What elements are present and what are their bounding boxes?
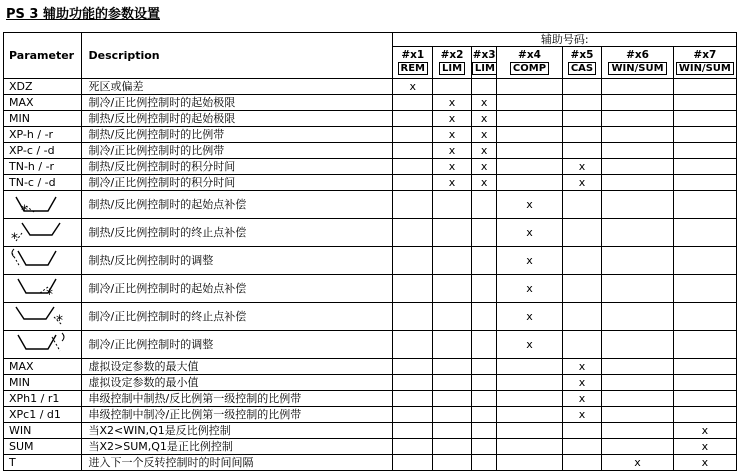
parameter-cell: XP-h / -r [4, 127, 82, 143]
icon-heat-start-compensation [4, 191, 82, 219]
aux-column-header [471, 47, 496, 79]
aux-mark-cell [393, 247, 433, 275]
aux-mark-cell [471, 391, 496, 407]
aux-mark-cell: x [471, 175, 496, 191]
aux-mark-cell [602, 219, 673, 247]
aux-mark-cell [602, 95, 673, 111]
table-row [4, 191, 737, 219]
description-cell: 制热/反比例控制时的调整 [82, 247, 393, 275]
aux-mark-cell [497, 95, 562, 111]
aux-code: #x7 [693, 49, 717, 61]
aux-mark-cell: x [497, 247, 562, 275]
parameter-cell: MAX [4, 359, 82, 375]
description-cell: 制冷/正比例控制时的积分时间 [82, 175, 393, 191]
svg-text:*: * [11, 231, 18, 243]
icon-heat-end-compensation [4, 219, 82, 247]
aux-mark-cell [433, 191, 472, 219]
description-cell: 制热/反比例控制时的起始点补偿 [82, 191, 393, 219]
parameter-cell: MIN [4, 375, 82, 391]
aux-mark-cell [562, 111, 602, 127]
table-row [4, 359, 737, 375]
table-row [4, 375, 737, 391]
aux-mark-cell [602, 247, 673, 275]
aux-name: REM [398, 62, 428, 75]
aux-mark-cell [471, 407, 496, 423]
parameter-cell: TN-c / -d [4, 175, 82, 191]
aux-mark-cell [433, 359, 472, 375]
aux-mark-cell [602, 275, 673, 303]
aux-code: #x2 [440, 49, 464, 61]
aux-mark-cell [497, 423, 562, 439]
aux-mark-cell [393, 303, 433, 331]
parameter-table [3, 32, 737, 471]
aux-name: COMP [510, 62, 549, 75]
aux-mark-cell [562, 219, 602, 247]
aux-mark-cell [673, 247, 736, 275]
description-cell: 制冷/正比例控制时的比例带 [82, 143, 393, 159]
aux-mark-cell [562, 127, 602, 143]
aux-mark-cell [602, 423, 673, 439]
header-parameter: Parameter [4, 33, 82, 79]
parameter-cell: XDZ [4, 79, 82, 95]
description-cell: 制热/反比例控制时的积分时间 [82, 159, 393, 175]
aux-name: CAS [568, 62, 596, 75]
aux-mark-cell [393, 359, 433, 375]
aux-mark-cell [602, 127, 673, 143]
description-cell: 制冷/正比例控制时的调整 [82, 331, 393, 359]
aux-mark-cell: x [471, 143, 496, 159]
aux-mark-cell [471, 423, 496, 439]
aux-mark-cell [393, 391, 433, 407]
aux-mark-cell [433, 331, 472, 359]
aux-mark-cell [497, 359, 562, 375]
table-row [4, 303, 737, 331]
table-row [4, 159, 737, 175]
aux-mark-cell [673, 275, 736, 303]
aux-mark-cell [471, 455, 496, 471]
aux-mark-cell [497, 175, 562, 191]
aux-mark-cell [673, 191, 736, 219]
aux-mark-cell [497, 111, 562, 127]
header-description: Description [82, 33, 393, 79]
aux-mark-cell [471, 275, 496, 303]
aux-mark-cell [497, 391, 562, 407]
icon-cool-start-compensation [4, 275, 82, 303]
aux-mark-cell [497, 127, 562, 143]
parameter-cell: MIN [4, 111, 82, 127]
aux-column-header [433, 47, 472, 79]
aux-mark-cell [673, 375, 736, 391]
aux-mark-cell: x [562, 391, 602, 407]
aux-mark-cell [393, 275, 433, 303]
aux-mark-cell [602, 331, 673, 359]
aux-mark-cell [433, 407, 472, 423]
aux-mark-cell [433, 375, 472, 391]
table-row [4, 111, 737, 127]
aux-name: WIN/SUM [676, 62, 734, 75]
table-row [4, 439, 737, 455]
table-row [4, 143, 737, 159]
aux-mark-cell [562, 439, 602, 455]
aux-name: LIM [472, 62, 497, 75]
aux-mark-cell: x [602, 455, 673, 471]
aux-code: #x5 [570, 49, 594, 61]
aux-column-header [602, 47, 673, 79]
aux-mark-cell [471, 375, 496, 391]
aux-mark-cell [433, 423, 472, 439]
aux-mark-cell [673, 159, 736, 175]
table-row [4, 423, 737, 439]
aux-mark-cell: x [433, 111, 472, 127]
aux-mark-cell [471, 359, 496, 375]
aux-code: #x3 [472, 49, 496, 61]
aux-mark-cell: x [673, 423, 736, 439]
aux-mark-cell [602, 111, 673, 127]
aux-mark-cell: x [562, 175, 602, 191]
aux-mark-cell [471, 247, 496, 275]
aux-mark-cell [433, 455, 472, 471]
aux-mark-cell [602, 191, 673, 219]
aux-mark-cell [393, 407, 433, 423]
description-cell: 制冷/正比例控制时的起始点补偿 [82, 275, 393, 303]
aux-mark-cell [602, 175, 673, 191]
aux-mark-cell [562, 95, 602, 111]
description-cell: 制热/反比例控制时的比例带 [82, 127, 393, 143]
table-row [4, 247, 737, 275]
aux-mark-cell: x [471, 95, 496, 111]
aux-mark-cell [393, 455, 433, 471]
aux-mark-cell [673, 303, 736, 331]
aux-mark-cell [471, 79, 496, 95]
aux-mark-cell [471, 331, 496, 359]
aux-mark-cell [562, 303, 602, 331]
aux-mark-cell [433, 439, 472, 455]
aux-mark-cell [673, 331, 736, 359]
parameter-cell: MAX [4, 95, 82, 111]
aux-mark-cell [562, 79, 602, 95]
aux-mark-cell [393, 111, 433, 127]
aux-mark-cell: x [433, 159, 472, 175]
aux-mark-cell [497, 407, 562, 423]
description-cell: 制冷/正比例控制时的终止点补偿 [82, 303, 393, 331]
aux-mark-cell [497, 455, 562, 471]
aux-mark-cell [602, 391, 673, 407]
aux-mark-cell [497, 79, 562, 95]
aux-mark-cell [602, 375, 673, 391]
icon-cool-adjust [4, 331, 82, 359]
aux-mark-cell [497, 159, 562, 175]
aux-mark-cell [471, 303, 496, 331]
svg-text:*: * [56, 313, 63, 327]
table-row [4, 175, 737, 191]
aux-mark-cell [471, 439, 496, 455]
aux-code: #x1 [401, 49, 425, 61]
aux-mark-cell [471, 219, 496, 247]
aux-mark-cell [673, 143, 736, 159]
aux-mark-cell [602, 143, 673, 159]
aux-mark-cell [673, 359, 736, 375]
aux-mark-cell [433, 79, 472, 95]
aux-mark-cell [433, 303, 472, 331]
description-cell: 制冷/正比例控制时的起始极限 [82, 95, 393, 111]
aux-mark-cell [393, 143, 433, 159]
table-row [4, 407, 737, 423]
table-row [4, 95, 737, 111]
icon-heat-adjust [4, 247, 82, 275]
table-row [4, 455, 737, 471]
aux-mark-cell [602, 79, 673, 95]
aux-mark-cell: x [497, 219, 562, 247]
parameter-cell: TN-h / -r [4, 159, 82, 175]
aux-mark-cell [562, 191, 602, 219]
header-aux-group: 辅助号码: [393, 33, 737, 47]
description-cell: 死区或偏差 [82, 79, 393, 95]
aux-mark-cell [673, 95, 736, 111]
aux-mark-cell [471, 191, 496, 219]
aux-mark-cell: x [433, 95, 472, 111]
aux-column-header [673, 47, 736, 79]
aux-mark-cell [393, 191, 433, 219]
aux-mark-cell [673, 111, 736, 127]
aux-column-header [497, 47, 562, 79]
svg-text:*: * [46, 287, 53, 299]
parameter-cell: WIN [4, 423, 82, 439]
parameter-cell: SUM [4, 439, 82, 455]
aux-mark-cell [393, 127, 433, 143]
aux-mark-cell: x [497, 191, 562, 219]
aux-mark-cell [562, 331, 602, 359]
aux-mark-cell [393, 331, 433, 359]
aux-mark-cell: x [433, 127, 472, 143]
description-cell: 当X2<WIN,Q1是反比例控制 [82, 423, 393, 439]
description-cell: 虚拟设定参数的最大值 [82, 359, 393, 375]
aux-mark-cell: x [562, 375, 602, 391]
aux-mark-cell [602, 407, 673, 423]
table-row [4, 127, 737, 143]
aux-mark-cell [602, 359, 673, 375]
aux-mark-cell [602, 159, 673, 175]
aux-mark-cell: x [393, 79, 433, 95]
aux-mark-cell [562, 143, 602, 159]
aux-mark-cell: x [497, 303, 562, 331]
parameter-cell: XPh1 / r1 [4, 391, 82, 407]
icon-cool-end-compensation [4, 303, 82, 331]
table-row [4, 275, 737, 303]
aux-mark-cell [673, 219, 736, 247]
aux-code: #x4 [518, 49, 541, 61]
aux-mark-cell [393, 95, 433, 111]
aux-mark-cell: x [471, 159, 496, 175]
aux-mark-cell: x [433, 143, 472, 159]
aux-mark-cell [673, 79, 736, 95]
aux-mark-cell [497, 439, 562, 455]
aux-mark-cell: x [471, 127, 496, 143]
aux-mark-cell [497, 143, 562, 159]
aux-mark-cell [602, 303, 673, 331]
svg-text:*: * [21, 203, 28, 215]
description-cell: 虚拟设定参数的最小值 [82, 375, 393, 391]
aux-mark-cell: x [673, 439, 736, 455]
aux-mark-cell [602, 439, 673, 455]
description-cell: 串级控制中制冷/正比例第一级控制的比例带 [82, 407, 393, 423]
aux-mark-cell [673, 175, 736, 191]
aux-mark-cell [562, 275, 602, 303]
aux-mark-cell: x [471, 111, 496, 127]
aux-mark-cell: x [673, 455, 736, 471]
aux-mark-cell [673, 127, 736, 143]
aux-mark-cell [433, 219, 472, 247]
aux-mark-cell [433, 391, 472, 407]
aux-mark-cell [433, 247, 472, 275]
parameter-cell: XP-c / -d [4, 143, 82, 159]
aux-mark-cell [393, 159, 433, 175]
aux-mark-cell [673, 391, 736, 407]
description-cell: 制热/反比例控制时的终止点补偿 [82, 219, 393, 247]
aux-mark-cell: x [497, 275, 562, 303]
table-row [4, 219, 737, 247]
aux-mark-cell [393, 175, 433, 191]
aux-mark-cell [673, 407, 736, 423]
description-cell: 串级控制中制热/反比例第一级控制的比例带 [82, 391, 393, 407]
aux-mark-cell: x [562, 159, 602, 175]
aux-mark-cell [393, 439, 433, 455]
table-row [4, 391, 737, 407]
aux-mark-cell: x [562, 407, 602, 423]
parameter-cell: XPc1 / d1 [4, 407, 82, 423]
description-cell: 制热/反比例控制时的起始极限 [82, 111, 393, 127]
table-row [4, 331, 737, 359]
table-row [4, 79, 737, 95]
description-cell: 当X2>SUM,Q1是正比例控制 [82, 439, 393, 455]
aux-mark-cell [497, 375, 562, 391]
aux-name: LIM [439, 62, 465, 75]
parameter-cell: T [4, 455, 82, 471]
aux-mark-cell [393, 423, 433, 439]
aux-name: WIN/SUM [608, 62, 666, 75]
aux-mark-cell [433, 275, 472, 303]
aux-mark-cell [562, 247, 602, 275]
aux-code: #x6 [626, 49, 649, 61]
description-cell: 进入下一个反转控制时的时间间隔 [82, 455, 393, 471]
aux-mark-cell [562, 423, 602, 439]
page-title: PS 3 辅助功能的参数设置 [6, 7, 160, 22]
aux-column-header [393, 47, 433, 79]
aux-mark-cell [562, 455, 602, 471]
aux-column-header [562, 47, 602, 79]
aux-mark-cell [393, 219, 433, 247]
aux-mark-cell: x [562, 359, 602, 375]
aux-mark-cell: x [433, 175, 472, 191]
aux-mark-cell [393, 375, 433, 391]
aux-mark-cell: x [497, 331, 562, 359]
